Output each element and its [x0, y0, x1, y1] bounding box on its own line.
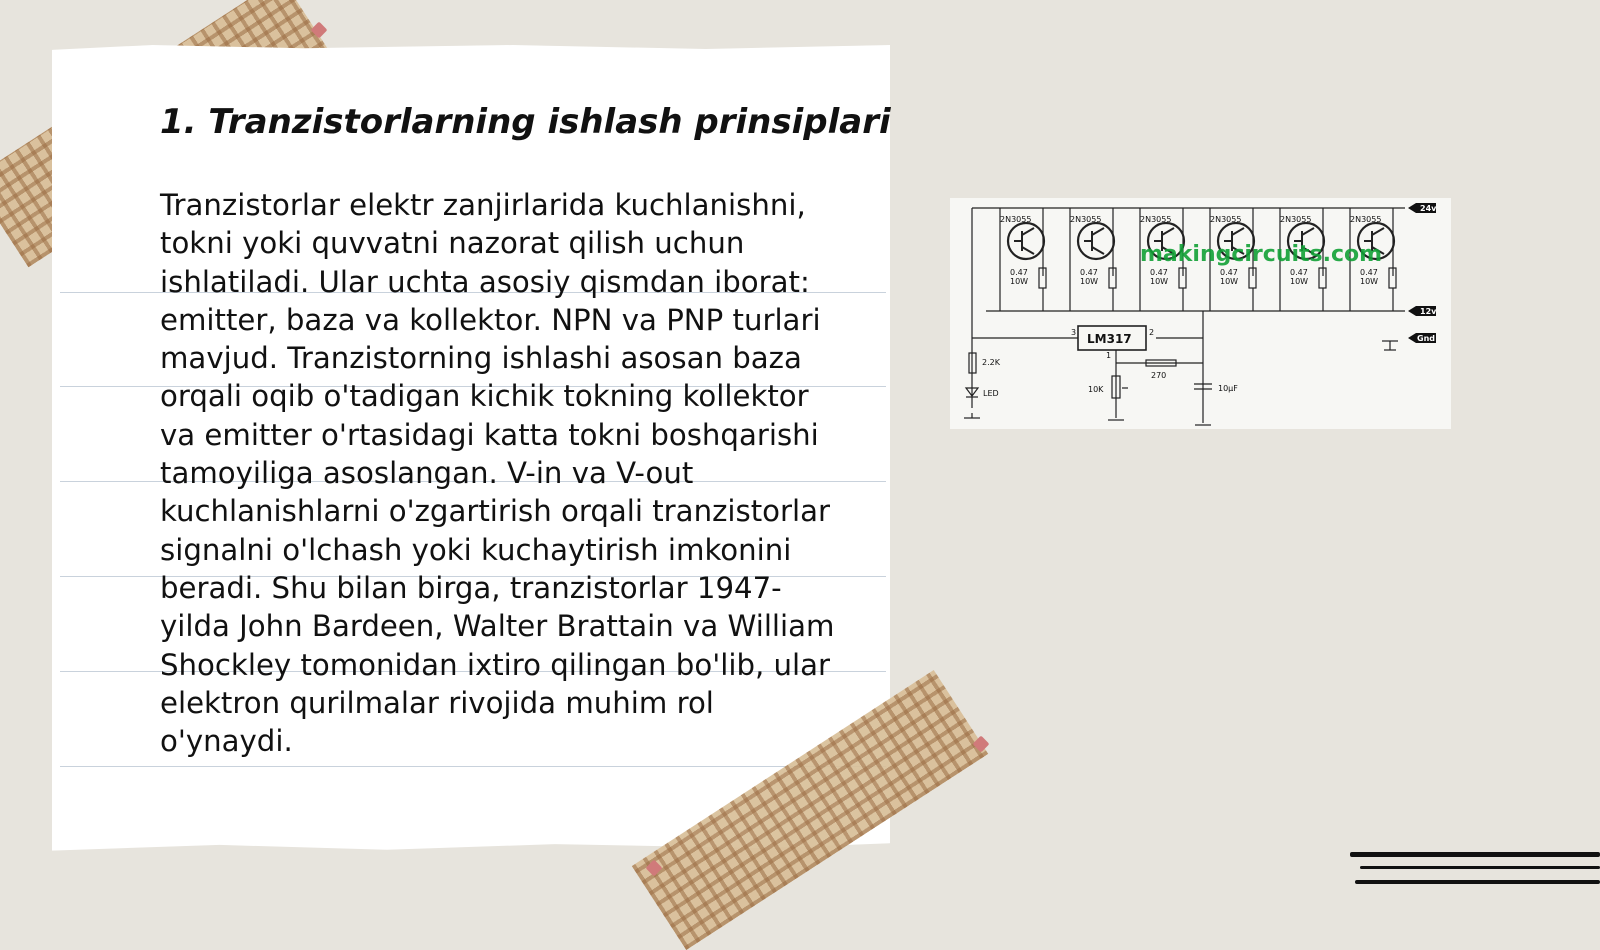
- transistor-label: 2N3055: [1070, 215, 1102, 224]
- pin-in-label: 3: [1071, 328, 1077, 337]
- resistor-value: 0.47: [1150, 268, 1168, 277]
- rail-24v-label: 24v: [1420, 204, 1437, 213]
- cap-label: 10µF: [1218, 384, 1238, 393]
- resistor-power: 10W: [1360, 277, 1379, 286]
- resistor-value: 0.47: [1010, 268, 1028, 277]
- resistor-value: 0.47: [1220, 268, 1238, 277]
- ruled-line: [60, 766, 886, 767]
- transistor-label: 2N3055: [1000, 215, 1032, 224]
- rail-12v-label: 12v: [1420, 307, 1437, 316]
- gnd-label: Gnd: [1417, 334, 1435, 343]
- resistor-value: 0.47: [1360, 268, 1378, 277]
- slide-body-text: Tranzistorlar elektr zanjirlarida kuchlanishni, tokni yoki quvvatni nazorat qilish uchun ishlatiladi. Ular uchta asosiy qismdan iborat: emitter, baza va kollektor. NPN va PNP turlari mavjud. Tranzistorning ishlashi asosan baza orqali oqib o'tadigan kichik tokning kollektor va emitter o'rtasidagi katta tokni boshqarishi tamoyiliga asoslangan. V-in va V-out kuchlanishlarni o'zgartirish orqali tranzistorlar signalni o'lchash yoki kuchaytirish imkonini beradi. Shu bilan birga, tranzistorlar 1947-yilda John Bardeen, Walter Brattain va William Shockley tomonidan ixtiro qilingan bo'lib, ular elektron qurilmalar rivojida muhim rol o'ynaydi.: [160, 188, 835, 759]
- resistor-value: 0.47: [1080, 268, 1098, 277]
- transistor-label: 2N3055: [1280, 215, 1312, 224]
- r-270-label: 270: [1151, 371, 1167, 380]
- transistor-label: 2N3055: [1140, 215, 1172, 224]
- resistor-power: 10W: [1150, 277, 1169, 286]
- r-2k2-label: 2.2K: [982, 358, 1000, 367]
- decorative-stroke: [1360, 866, 1600, 869]
- decorative-stroke: [1355, 880, 1600, 884]
- transistor-label: 2N3055: [1210, 215, 1242, 224]
- watermark: makingcircuits.com: [1140, 242, 1383, 267]
- pin-out-label: 2: [1149, 328, 1155, 337]
- circuit-diagram-image: [950, 198, 1451, 429]
- regulator-label: LM317: [1087, 332, 1132, 346]
- transistor-label: 2N3055: [1350, 215, 1382, 224]
- pin-adj-label: 1: [1106, 351, 1112, 360]
- pot-label: 10K: [1088, 385, 1104, 394]
- slide-title: 1. Tranzistorlarning ishlash prinsiplari: [160, 102, 891, 142]
- resistor-power: 10W: [1220, 277, 1239, 286]
- resistor-value: 0.47: [1290, 268, 1308, 277]
- resistor-power: 10W: [1080, 277, 1099, 286]
- decorative-stroke: [1350, 852, 1600, 857]
- circuit-schematic: [950, 198, 1451, 429]
- resistor-power: 10W: [1290, 277, 1309, 286]
- resistor-power: 10W: [1010, 277, 1029, 286]
- led-label: LED: [983, 389, 999, 398]
